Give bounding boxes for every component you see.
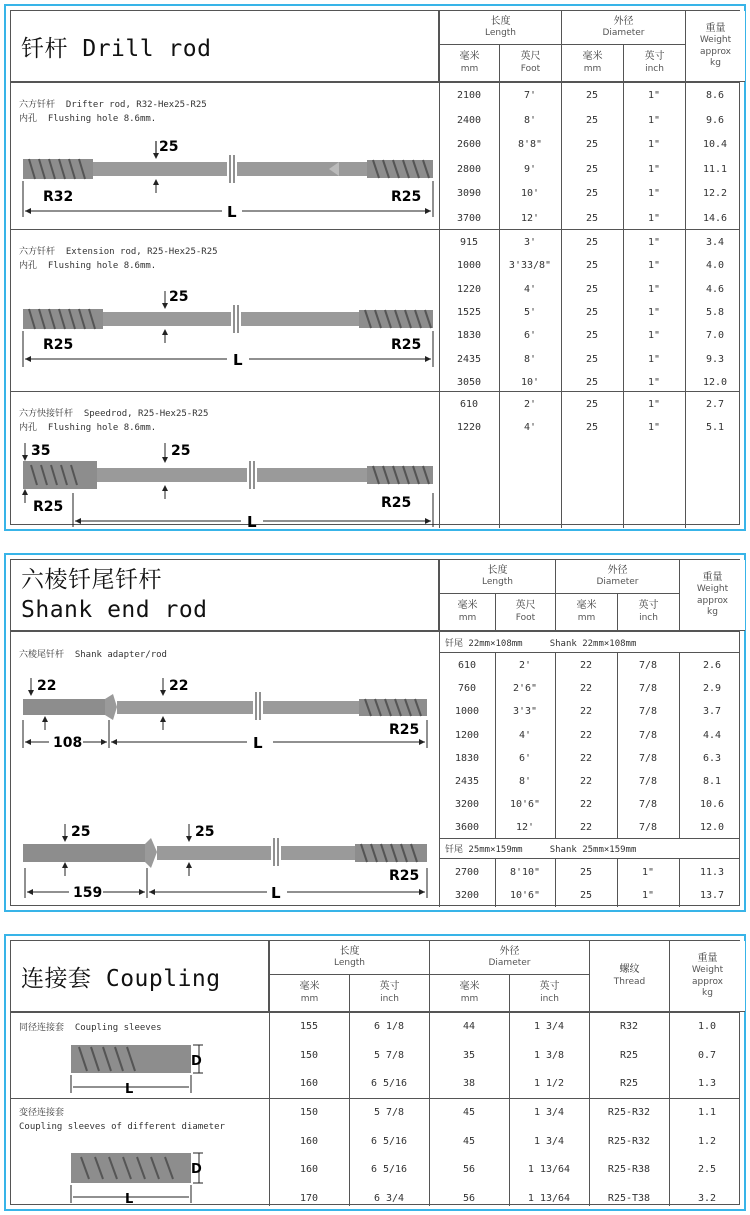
length-header: 长度 Length <box>439 11 561 45</box>
mm-header: 毫米 mm <box>439 45 499 82</box>
table-cell: 915 <box>459 237 479 248</box>
table-cell: 25 <box>585 283 599 295</box>
table-cell: 1" <box>647 114 661 126</box>
svg-text:R25: R25 <box>389 722 420 738</box>
table-cell: 4' <box>523 422 537 433</box>
table-cell: 610 <box>457 660 477 671</box>
table-cell: 1830 <box>454 752 480 764</box>
table-cell: 4.0 <box>705 260 725 272</box>
table-cell: 22 <box>579 776 593 787</box>
table-cell: 1.3 <box>697 1078 717 1089</box>
drill-rod-table <box>10 10 740 529</box>
svg-text:D: D <box>191 1054 202 1069</box>
svg-text:35: 35 <box>31 443 51 459</box>
table-cell: 2'6" <box>512 683 538 695</box>
table-cell: 1 3/4 <box>533 1135 565 1147</box>
table-cell: 25 <box>585 212 599 224</box>
table-cell: 1" <box>647 163 661 175</box>
inch-header: 英寸 inch <box>623 45 685 82</box>
table-cell: 22 <box>579 729 593 741</box>
shank-rod-drawing-2 <box>17 818 437 902</box>
table-cell: 10' <box>520 188 540 199</box>
svg-text:R32: R32 <box>43 189 74 205</box>
coupling-title: 连接套 Coupling <box>11 941 269 1012</box>
drifter-rod-drawing <box>17 133 437 217</box>
table-cell: 3.7 <box>702 706 722 718</box>
diameter-header: 外径 Diameter <box>561 11 685 45</box>
table-cell: 2100 <box>456 90 482 101</box>
table-cell: 25 <box>585 163 599 175</box>
table-cell: 12.0 <box>702 376 728 388</box>
svg-text:R25: R25 <box>33 499 64 515</box>
table-cell: 150 <box>299 1107 319 1118</box>
table-cell: 2' <box>523 399 537 410</box>
shank-inch-header: 英寸 inch <box>617 594 679 631</box>
table-cell: 1.0 <box>697 1021 717 1032</box>
dia-mm-header: 毫米 mm <box>561 45 623 82</box>
table-cell: 45 <box>462 1107 476 1118</box>
table-cell: 1220 <box>456 283 482 295</box>
svg-text:L: L <box>271 884 281 902</box>
table-cell: 7/8 <box>638 752 658 764</box>
table-cell: 3050 <box>456 376 482 388</box>
svg-text:25: 25 <box>195 824 215 840</box>
drill-rod-title: 钎杆 Drill rod <box>11 11 439 82</box>
table-cell: 6 5/16 <box>370 1078 408 1089</box>
table-cell: 22 <box>579 752 593 764</box>
table-cell: 11.3 <box>699 867 725 878</box>
svg-text:25: 25 <box>171 443 191 459</box>
table-cell: 7/8 <box>638 660 658 671</box>
table-cell: 1" <box>647 376 661 388</box>
table-cell: 1" <box>647 212 661 224</box>
table-cell: 7/8 <box>638 776 658 787</box>
speedrod-drawing <box>17 439 437 529</box>
weight-header: 重量 Weight approx kg <box>685 11 745 82</box>
table-cell: 610 <box>459 399 479 410</box>
svg-text:25: 25 <box>169 289 189 305</box>
speedrod-description: 六方快接钎杆 Speedrod, R25-Hex25-R25 内孔 Flushing hole 8.6mm. <box>19 409 209 433</box>
table-cell: 3'33/8" <box>508 260 552 272</box>
table-cell: 8' <box>518 776 532 787</box>
table-cell: 5.8 <box>705 306 725 318</box>
foot-header: 英尺 Foot <box>499 45 561 82</box>
table-cell: 3'3" <box>512 706 538 718</box>
table-cell: 12.0 <box>699 822 725 834</box>
coupling-diameter-header: 外径 Diameter <box>429 941 589 975</box>
table-cell: 9.6 <box>705 114 725 126</box>
table-cell: 1" <box>641 889 655 901</box>
table-cell: 1" <box>647 330 661 342</box>
table-cell: 45 <box>462 1135 476 1147</box>
table-cell: 44 <box>462 1021 476 1032</box>
thread-header: 螺纹 Thread <box>589 941 669 1012</box>
table-cell: 150 <box>299 1049 319 1061</box>
table-cell: 1" <box>647 237 661 248</box>
table-cell: 22 <box>579 683 593 695</box>
table-cell: R25-R32 <box>607 1107 651 1118</box>
table-cell: 25 <box>585 114 599 126</box>
table-cell: 25 <box>585 376 599 388</box>
table-cell: 2435 <box>456 353 482 365</box>
table-cell: 1830 <box>456 330 482 342</box>
table-cell: 0.7 <box>697 1049 717 1061</box>
table-cell: 4.4 <box>702 729 722 741</box>
shank-mm-header: 毫米 mm <box>439 594 495 631</box>
table-cell: 25 <box>585 330 599 342</box>
svg-text:22: 22 <box>37 678 57 694</box>
table-cell: 1 3/8 <box>533 1049 565 1061</box>
table-cell: 8' <box>523 353 537 365</box>
table-cell: 1220 <box>456 422 482 433</box>
coupling-dia-inch-header: 英寸 inch <box>509 975 589 1012</box>
table-cell: 3600 <box>454 822 480 834</box>
coupling-dia-mm-header: 毫米 mm <box>429 975 509 1012</box>
table-cell: 1000 <box>456 260 482 272</box>
table-cell: 3700 <box>456 212 482 224</box>
table-cell: R25-T38 <box>607 1192 651 1204</box>
svg-text:L: L <box>233 351 243 367</box>
table-cell: 2.7 <box>705 399 725 410</box>
svg-text:L: L <box>227 203 237 217</box>
table-cell: 160 <box>299 1164 319 1175</box>
shank-foot-header: 英尺 Foot <box>495 594 555 631</box>
svg-text:R25: R25 <box>381 495 412 511</box>
coupling-length-header: 长度 Length <box>269 941 429 975</box>
table-cell: 1.2 <box>697 1135 717 1147</box>
table-cell: 1" <box>647 90 661 101</box>
table-cell: 1" <box>647 399 661 410</box>
table-cell: 14.6 <box>702 212 728 224</box>
table-cell: 1" <box>647 139 661 150</box>
table-cell: 2' <box>518 660 532 671</box>
shank-rod-panel <box>4 553 746 912</box>
table-cell: 25 <box>579 889 593 901</box>
coupling-sleeve-drawing <box>51 1039 251 1095</box>
table-cell: 12.2 <box>702 188 728 199</box>
table-cell: 6' <box>523 330 537 342</box>
svg-text:D: D <box>191 1162 202 1177</box>
table-cell: 25 <box>585 306 599 318</box>
shank-dia-mm-header: 毫米 mm <box>555 594 617 631</box>
table-cell: 6 5/16 <box>370 1135 408 1147</box>
table-cell: 13.7 <box>699 889 725 901</box>
table-cell: 1200 <box>454 729 480 741</box>
table-cell: 5' <box>523 306 537 318</box>
table-cell: 6 5/16 <box>370 1164 408 1175</box>
shank-subheader-1: 钎尾 22mm×108mm Shank 22mm×108mm <box>445 639 637 649</box>
table-cell: 160 <box>299 1135 319 1147</box>
table-cell: 5.1 <box>705 422 725 433</box>
svg-text:L: L <box>125 1192 134 1205</box>
coupling-different-description: 变径连接套 Coupling sleeves of different diameter <box>19 1108 225 1132</box>
table-cell: 6' <box>518 752 532 764</box>
table-cell: 1" <box>647 283 661 295</box>
table-cell: 56 <box>462 1192 476 1204</box>
table-cell: R25-R32 <box>607 1135 651 1147</box>
table-cell: 22 <box>579 799 593 811</box>
shank-length-header: 长度 Length <box>439 560 555 594</box>
table-cell: 10'6" <box>509 889 541 901</box>
table-cell: 2700 <box>454 867 480 878</box>
extension-rod-drawing <box>17 283 437 367</box>
table-cell: 1000 <box>454 706 480 718</box>
table-cell: 7/8 <box>638 822 658 834</box>
drill-rod-panel <box>4 4 746 531</box>
table-cell: 12' <box>520 212 540 224</box>
shank-adapter-description: 六棱尾钎杆 Shank adapter/rod <box>19 650 167 660</box>
table-cell: 1" <box>647 422 661 433</box>
svg-text:108: 108 <box>53 735 83 748</box>
table-cell: 22 <box>579 706 593 718</box>
table-cell: R25-R38 <box>607 1164 651 1175</box>
table-cell: 2.9 <box>702 683 722 695</box>
table-cell: 6.3 <box>702 752 722 764</box>
table-cell: 1 13/64 <box>527 1192 571 1204</box>
coupling-sleeves-description: 同径连接套 Coupling sleeves <box>19 1023 162 1033</box>
table-cell: 35 <box>462 1049 476 1061</box>
table-cell: 8'8" <box>517 139 543 150</box>
table-cell: 3200 <box>454 799 480 811</box>
table-cell: 2435 <box>454 776 480 787</box>
table-cell: 8.1 <box>702 776 722 787</box>
coupling-weight-header: 重量 Weight approx kg <box>669 941 745 1012</box>
table-cell: 2.5 <box>697 1164 717 1175</box>
table-cell: 6 1/8 <box>373 1021 405 1032</box>
table-cell: 25 <box>585 399 599 410</box>
table-cell: 56 <box>462 1164 476 1175</box>
table-cell: 160 <box>299 1078 319 1089</box>
table-cell: 7/8 <box>638 683 658 695</box>
table-cell: 22 <box>579 660 593 671</box>
table-cell: 760 <box>457 683 477 695</box>
dim-label: 25 <box>159 139 179 155</box>
table-cell: 1 3/4 <box>533 1021 565 1032</box>
table-cell: 25 <box>585 90 599 101</box>
table-cell: 6 3/4 <box>373 1192 405 1204</box>
table-cell: 7/8 <box>638 799 658 811</box>
coupling-reducer-drawing <box>51 1149 251 1205</box>
table-cell: R25 <box>619 1078 639 1089</box>
table-cell: 8'10" <box>509 867 541 878</box>
table-cell: 1525 <box>456 306 482 318</box>
table-cell: 4' <box>518 729 532 741</box>
coupling-mm-header: 毫米 mm <box>269 975 349 1012</box>
shank-diameter-header: 外径 Diameter <box>555 560 679 594</box>
shank-rod-title: 六棱钎尾钎杆 Shank end rod <box>11 560 439 631</box>
table-cell: 3.2 <box>697 1192 717 1204</box>
table-cell: 38 <box>462 1078 476 1089</box>
table-cell: 25 <box>579 867 593 878</box>
shank-rod-drawing-1 <box>17 672 437 748</box>
table-cell: 3090 <box>456 188 482 199</box>
svg-text:L: L <box>253 734 263 748</box>
table-cell: 2.6 <box>702 660 722 671</box>
shank-weight-header: 重量 Weight approx kg <box>679 560 745 631</box>
table-cell: 3' <box>523 237 537 248</box>
table-cell: 4' <box>523 283 537 295</box>
table-cell: 8' <box>523 114 537 126</box>
table-cell: 25 <box>585 422 599 433</box>
table-cell: 25 <box>585 139 599 150</box>
table-cell: 1 1/2 <box>533 1078 565 1089</box>
table-cell: 4.6 <box>705 283 725 295</box>
table-cell: 1" <box>647 353 661 365</box>
table-cell: 7/8 <box>638 706 658 718</box>
table-cell: 8.6 <box>705 90 725 101</box>
table-cell: 10'6" <box>509 799 541 811</box>
coupling-panel <box>4 934 746 1211</box>
table-cell: 25 <box>585 188 599 199</box>
table-cell: 170 <box>299 1192 319 1204</box>
svg-text:159: 159 <box>73 885 103 901</box>
shank-rod-table <box>10 559 740 906</box>
table-cell: 9.3 <box>705 353 725 365</box>
coupling-inch-header: 英寸 inch <box>349 975 429 1012</box>
table-cell: 1" <box>647 260 661 272</box>
table-cell: 1 3/4 <box>533 1107 565 1118</box>
svg-text:R25: R25 <box>391 189 422 205</box>
table-cell: R25 <box>619 1049 639 1061</box>
coupling-table <box>10 940 740 1205</box>
svg-text:L: L <box>247 513 257 529</box>
svg-text:R25: R25 <box>43 337 74 353</box>
table-cell: 25 <box>585 353 599 365</box>
table-cell: 2800 <box>456 163 482 175</box>
table-cell: 1" <box>647 306 661 318</box>
svg-text:R25: R25 <box>391 337 422 353</box>
svg-text:22: 22 <box>169 678 189 694</box>
extension-rod-description: 六方钎杆 Extension rod, R25-Hex25-R25 内孔 Flushing hole 8.6mm. <box>19 247 218 271</box>
table-cell: 1 13/64 <box>527 1164 571 1175</box>
table-cell: 1.1 <box>697 1107 717 1118</box>
table-cell: R32 <box>619 1021 639 1032</box>
table-cell: 7' <box>523 90 537 101</box>
drifter-rod-description: 六方钎杆 Drifter rod, R32-Hex25-R25 内孔 Flushing hole 8.6mm. <box>19 100 207 124</box>
table-cell: 25 <box>585 237 599 248</box>
table-cell: 22 <box>579 822 593 834</box>
table-cell: 5 7/8 <box>373 1049 405 1061</box>
table-cell: 155 <box>299 1021 319 1032</box>
table-cell: 2600 <box>456 139 482 150</box>
table-cell: 5 7/8 <box>373 1107 405 1118</box>
table-cell: 9' <box>523 163 537 175</box>
shank-subheader-2: 钎尾 25mm×159mm Shank 25mm×159mm <box>445 845 637 855</box>
svg-text:R25: R25 <box>389 868 420 884</box>
table-cell: 3.4 <box>705 237 725 248</box>
table-cell: 2400 <box>456 114 482 126</box>
table-cell: 25 <box>585 260 599 272</box>
table-cell: 10.4 <box>702 139 728 150</box>
table-cell: 3200 <box>454 889 480 901</box>
table-cell: 1" <box>647 188 661 199</box>
table-cell: 10' <box>520 376 540 388</box>
table-cell: 10.6 <box>699 799 725 811</box>
table-cell: 7.0 <box>705 330 725 342</box>
table-cell: 11.1 <box>702 163 728 175</box>
svg-text:25: 25 <box>71 824 91 840</box>
svg-text:L: L <box>125 1082 134 1095</box>
table-cell: 1" <box>641 867 655 878</box>
table-cell: 7/8 <box>638 729 658 741</box>
table-cell: 12' <box>515 822 535 834</box>
